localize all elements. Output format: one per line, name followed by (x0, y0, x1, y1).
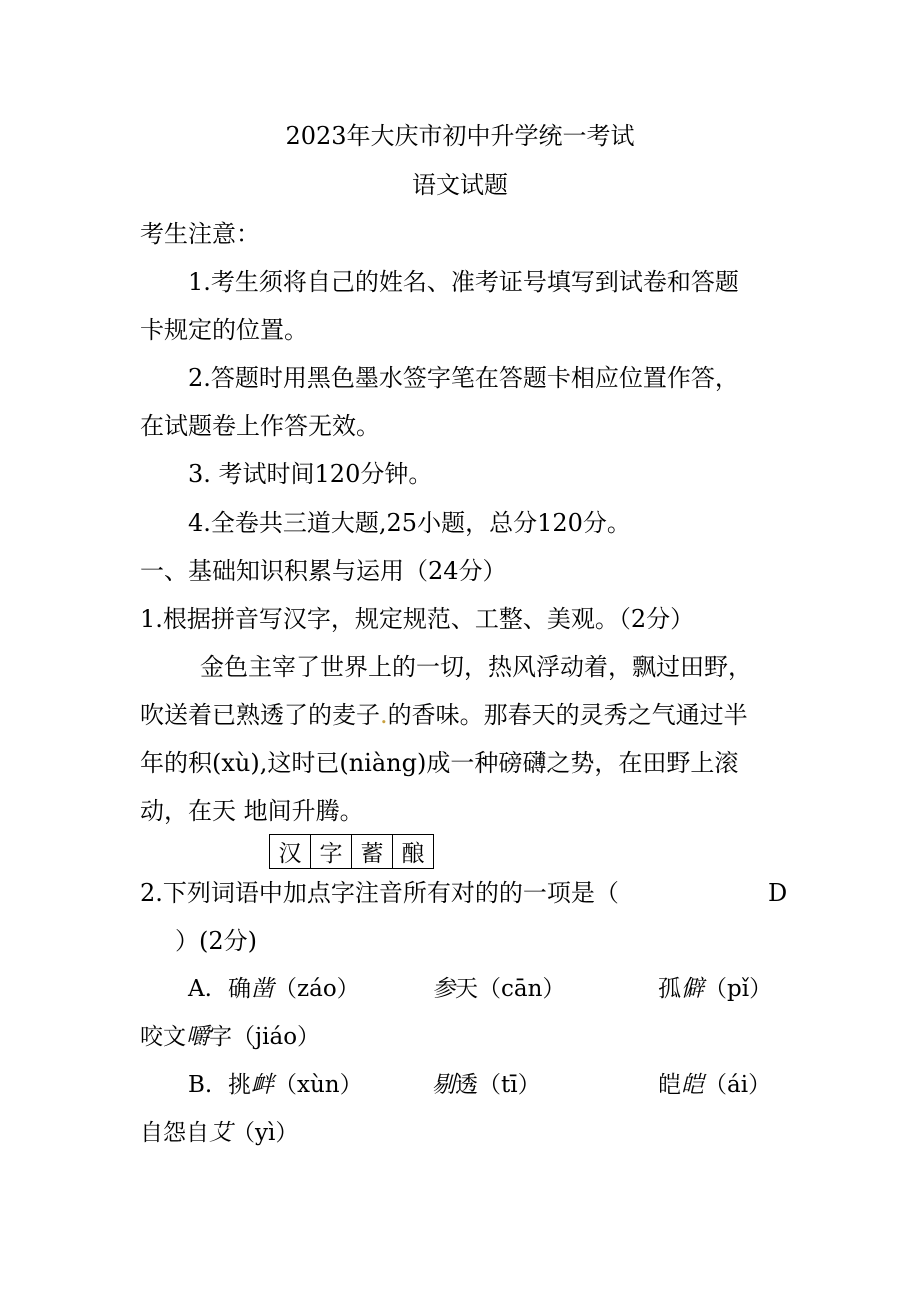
notice-heading: 考生注意： (140, 220, 260, 248)
option-a-word-1-pinyin: （záo） (274, 976, 360, 1002)
option-b-label: B. (188, 1072, 213, 1098)
question-1-stem: 1.根据拼音写汉字，规定规范、工整、美观。（2分） (140, 605, 695, 633)
option-b-word-1-char: 挑 (228, 1072, 251, 1098)
option-b-word-4-chars: 自怨自 (140, 1120, 209, 1146)
exam-title: 2023年大庆市初中升学统一考试 (285, 122, 635, 150)
notice-item-2-line2: 在试题卷上作答无效。 (140, 412, 380, 440)
option-a-word-2 (432, 973, 565, 1005)
emphasis-dot: . (380, 701, 388, 729)
option-a-label: A. (188, 976, 212, 1002)
option-a-word-3-dotted: 僻 (681, 976, 704, 1002)
option-a-word-3 (658, 973, 772, 1005)
question-2-stem-end: ）(2分) (175, 927, 257, 955)
passage-line-2-part-a: 吹送着已熟透了的麦子 (140, 701, 380, 729)
option-b-word-2-pinyin: （tī） (478, 1072, 541, 1098)
answer-cell: 字 (311, 835, 352, 869)
option-a-word-2-pinyin: （cān） (478, 976, 566, 1002)
option-a-word-1-dotted: 凿 (251, 976, 274, 1002)
option-a-word-2-char: 天 (455, 976, 478, 1002)
passage-line-2 (140, 699, 800, 731)
option-b-word-2 (432, 1069, 541, 1101)
answer-row (270, 835, 434, 869)
option-b-word-3 (658, 1069, 771, 1101)
notice-item-1-line1: 1.考生须将自己的姓名、准考证号填写到试卷和答题 (188, 268, 739, 296)
passage-line-3: 年的积(xù),这时已(niàng)成一种磅礴之势，在田野上滚 (140, 749, 739, 777)
option-b-word-1-dotted: 衅 (251, 1072, 274, 1098)
option-b-word-3-char: 皑 (658, 1072, 681, 1098)
option-b-word-3-dotted: 皑 (681, 1072, 704, 1098)
option-b-word-4 (140, 1117, 298, 1149)
option-a-word-4-dotted: 嚼 (186, 1024, 209, 1050)
passage-line-4: 动，在天 地间升腾。 (140, 797, 364, 825)
option-a-word-1-char: 确 (228, 976, 251, 1002)
option-a-word-3-char: 孤 (658, 976, 681, 1002)
option-a-word-4-pinyin: 字（jiáo） (209, 1024, 321, 1050)
passage-line-2-part-b: 的香味。那春天的灵秀之气通过半 (387, 701, 748, 729)
option-a-word-4 (140, 1021, 320, 1053)
answer-cell: 蓄 (352, 835, 393, 869)
option-b-word-2-char: 透 (455, 1072, 478, 1098)
option-a-word-3-pinyin: （pǐ） (704, 976, 773, 1002)
option-b-word-3-pinyin: （ái） (704, 1072, 772, 1098)
notice-item-3: 3. 考试时间120分钟。 (188, 460, 433, 488)
answer-cell: 汉 (270, 835, 311, 869)
passage-line-1: 金色主宰了世界上的一切，热风浮动着，飘过田野， (200, 653, 752, 681)
section-1-heading: 一、基础知识积累与运用（24分） (140, 557, 507, 585)
option-a-word-1 (228, 973, 360, 1005)
option-b-word-2-dotted: 剔 (432, 1072, 455, 1098)
option-b-word-1 (228, 1069, 363, 1101)
question-2-stem: 2.下列词语中加点字注音所有对的的一项是（ (140, 879, 619, 907)
option-b-word-4-pinyin: （yì） (232, 1120, 299, 1146)
question-2-answer: D (768, 879, 788, 907)
option-a-word-2-dotted: 参 (432, 976, 455, 1002)
answer-cell: 酿 (393, 835, 434, 869)
notice-item-2-line1: 2.答题时用黑色墨水签字笔在答题卡相应位置作答， (188, 364, 739, 392)
option-b-word-1-pinyin: （xùn） (274, 1072, 363, 1098)
option-b-word-4-dotted: 艾 (209, 1120, 232, 1146)
option-a-word-4-chars: 咬文 (140, 1024, 186, 1050)
notice-item-1-line2: 卡规定的位置。 (140, 316, 308, 344)
exam-subtitle: 语文试题 (412, 171, 508, 199)
answer-table (269, 834, 434, 869)
notice-item-4: 4.全卷共三道大题,25小题，总分120分。 (188, 509, 631, 537)
